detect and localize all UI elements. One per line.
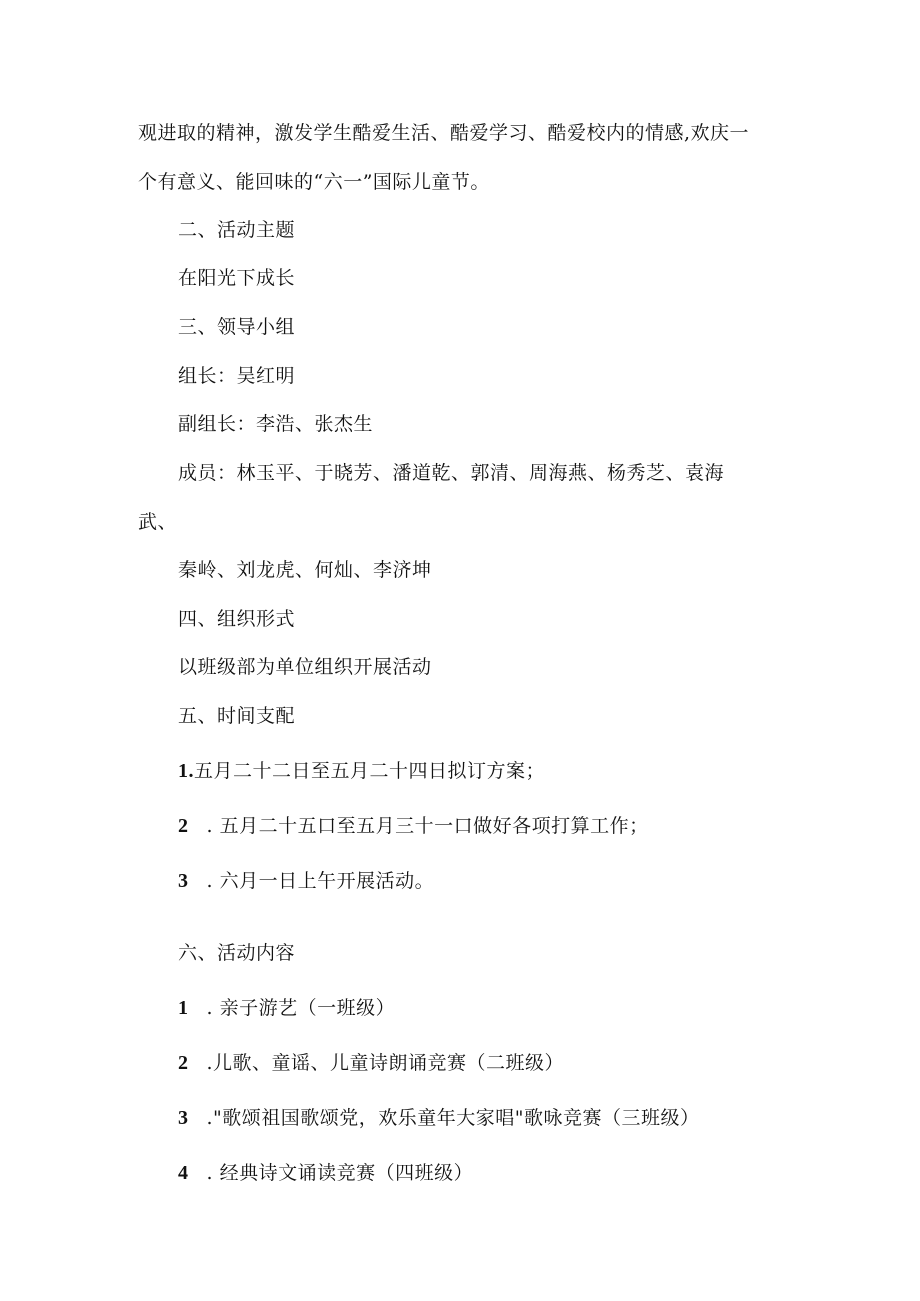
section-4-heading: 四、组织形式 [178, 608, 296, 630]
section-4-content: 以班级部为单位组织开展活动 [178, 656, 432, 678]
deputy-line: 副组长：李浩、张杰生 [178, 413, 374, 435]
section-6-heading: 六、活动内容 [178, 942, 296, 964]
activity-item-2-text: .儿歌、童谣、儿童诗朗诵竞赛（二班级） [206, 1052, 565, 1074]
activity-item-4-number: 4 [178, 1162, 189, 1184]
intro-line-1: 观进取的精神，激发学生酷爱生活、酷爱学习、酷爱校内的情感,欢庆一 [138, 122, 750, 144]
schedule-item-1-text: 五月二十二日至五月二十四日拟订方案； [194, 760, 546, 782]
activity-item-1 [178, 996, 395, 1020]
activity-item-2-number: 2 [178, 1052, 189, 1074]
activity-item-4 [178, 1161, 473, 1185]
schedule-item-3-number: 3 [178, 870, 189, 892]
section-5-heading: 五、时间支配 [178, 705, 296, 727]
schedule-item-2-text: . 五月二十五口至五月三十一口做好各项打算工作； [206, 815, 649, 837]
section-3-heading: 三、领导小组 [178, 316, 296, 338]
members-line-2: 武、 [138, 511, 178, 533]
activity-item-2 [178, 1051, 564, 1075]
intro-line-2: 个有意义、能回味的“六一”国际儿童节。 [138, 171, 490, 193]
activity-item-1-number: 1 [178, 997, 189, 1019]
members-line-3: 秦岭、刘龙虎、何灿、李济坤 [178, 559, 432, 581]
leader-line: 组长：吴红明 [178, 365, 296, 387]
activity-item-3-number: 3 [178, 1107, 189, 1129]
activity-item-4-text: . 经典诗文诵读竞赛（四班级） [206, 1162, 474, 1184]
schedule-item-2 [178, 814, 649, 838]
activity-item-3 [178, 1106, 700, 1130]
activity-item-1-text: . 亲子游艺（一班级） [206, 997, 396, 1019]
section-2-heading: 二、活动主题 [178, 219, 296, 241]
schedule-item-3 [178, 869, 434, 893]
schedule-item-3-text: . 六月一日上午开展活动。 [206, 870, 435, 892]
members-line-1: 成员：林玉平、于晓芳、潘道乾、郭清、周海燕、杨秀芝、袁海 [178, 462, 725, 484]
schedule-item-1 [178, 759, 545, 783]
schedule-item-1-number: 1. [178, 760, 194, 782]
activity-item-3-text: ."歌颂祖国歌颂党，欢乐童年大家唱"歌咏竞赛（三班级） [206, 1107, 700, 1129]
section-2-content: 在阳光下成长 [178, 267, 296, 289]
schedule-item-2-number: 2 [178, 815, 189, 837]
